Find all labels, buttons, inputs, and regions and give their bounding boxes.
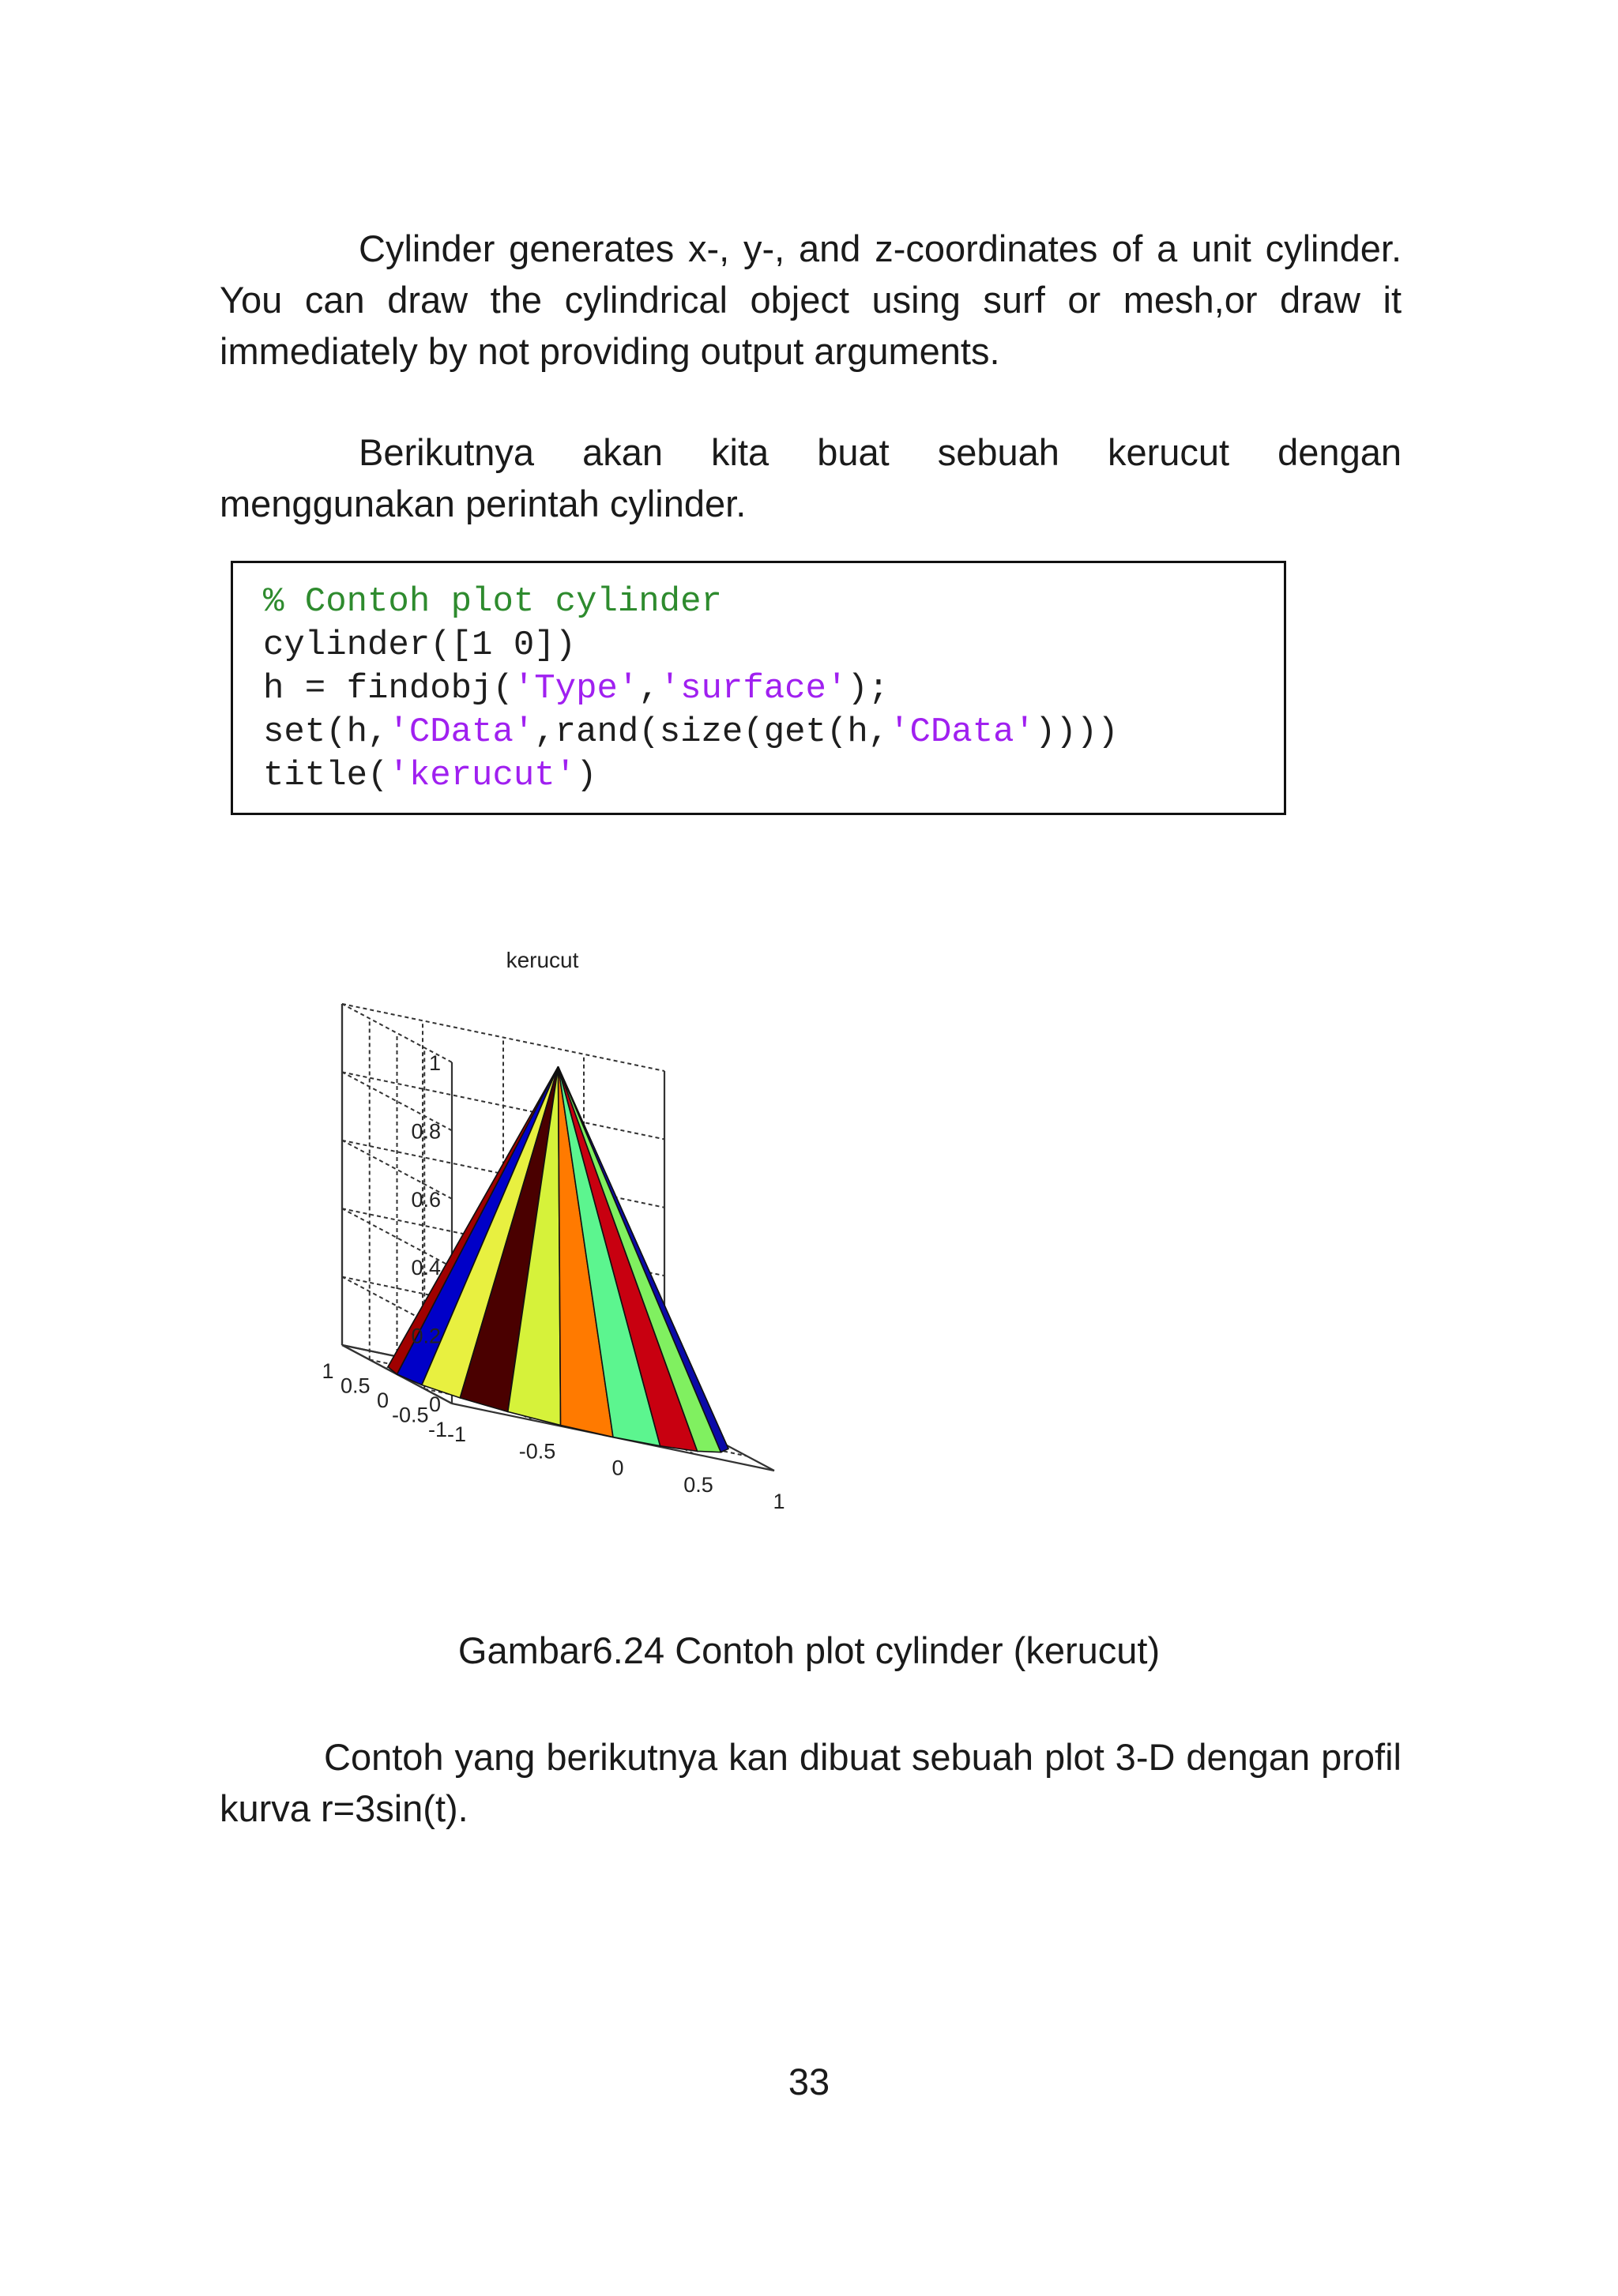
y-tick-label: 1 bbox=[322, 1359, 334, 1383]
y-tick-label: 0 bbox=[376, 1388, 389, 1412]
code-string: 'CData' bbox=[889, 712, 1035, 752]
code-line-findobj bbox=[263, 667, 1284, 711]
y-tick-label: -0.5 bbox=[391, 1403, 429, 1427]
z-tick-label: 0.6 bbox=[411, 1187, 441, 1212]
code-token: ) bbox=[576, 756, 597, 795]
code-token: ); bbox=[847, 669, 890, 708]
x-tick-label: -0.5 bbox=[518, 1439, 556, 1464]
x-tick-label: -1 bbox=[446, 1422, 467, 1446]
x-tick-label: 0 bbox=[611, 1456, 624, 1480]
code-token: , bbox=[638, 669, 660, 708]
y-tick-label: -1 bbox=[427, 1418, 448, 1441]
code-token: ,rand(size(get(h, bbox=[534, 712, 890, 752]
z-tick-label: 0 bbox=[428, 1392, 441, 1416]
code-string: 'kerucut' bbox=[388, 756, 577, 795]
code-string: 'CData' bbox=[388, 712, 535, 752]
z-tick-label: 1 bbox=[428, 1051, 441, 1075]
page-number: 33 bbox=[788, 2061, 830, 2102]
code-line-cylinder: cylinder([1 0]) bbox=[263, 626, 577, 665]
back-wall-grid-line bbox=[342, 1004, 664, 1071]
code-block bbox=[231, 561, 1286, 815]
paragraph-text: Berikutnya akan kita buat sebuah kerucut dengan menggunakan perintah cylinder. bbox=[220, 431, 1402, 524]
code-string: 'surface' bbox=[659, 669, 848, 708]
code-token: title( bbox=[263, 756, 389, 795]
code-token: set(h, bbox=[263, 712, 389, 752]
code-token: )))) bbox=[1035, 712, 1119, 752]
chart-title: kerucut bbox=[506, 948, 579, 973]
code-comment-line: % Contoh plot cylinder bbox=[263, 582, 722, 622]
cone-plot bbox=[322, 892, 1280, 1619]
code-token: h = findobj( bbox=[263, 669, 514, 708]
x-tick-label: 0.5 bbox=[683, 1472, 713, 1497]
paragraph-text: Contoh yang berikutnya kan dibuat sebuah plot 3-D dengan profil kurva r=3sin(t). bbox=[220, 1736, 1402, 1829]
figure-caption: Gambar6.24 Contoh plot cylinder (kerucut) bbox=[457, 1629, 1161, 1671]
z-tick-label: 0.8 bbox=[411, 1119, 441, 1144]
z-tick-label: 0.4 bbox=[411, 1256, 441, 1280]
paragraph-text: Cylinder generates x-, y-, and z-coordinates of a unit cylinder. You can draw the cylindrical object using surf or mesh,or draw it immediately by not providing output arguments. bbox=[220, 227, 1402, 372]
y-tick-label: 0.5 bbox=[340, 1373, 371, 1398]
z-tick-label: 0.2 bbox=[411, 1324, 441, 1348]
paragraph-intro-kerucut bbox=[220, 427, 1402, 529]
paragraph-cylinder-description bbox=[220, 223, 1402, 377]
paragraph-next-example bbox=[220, 1731, 1402, 1834]
figure-kerucut bbox=[322, 892, 1280, 1619]
x-tick-label: 1 bbox=[773, 1490, 785, 1513]
code-line-set bbox=[263, 711, 1284, 754]
code-string: 'Type' bbox=[513, 669, 639, 708]
code-line-title bbox=[263, 754, 1284, 798]
